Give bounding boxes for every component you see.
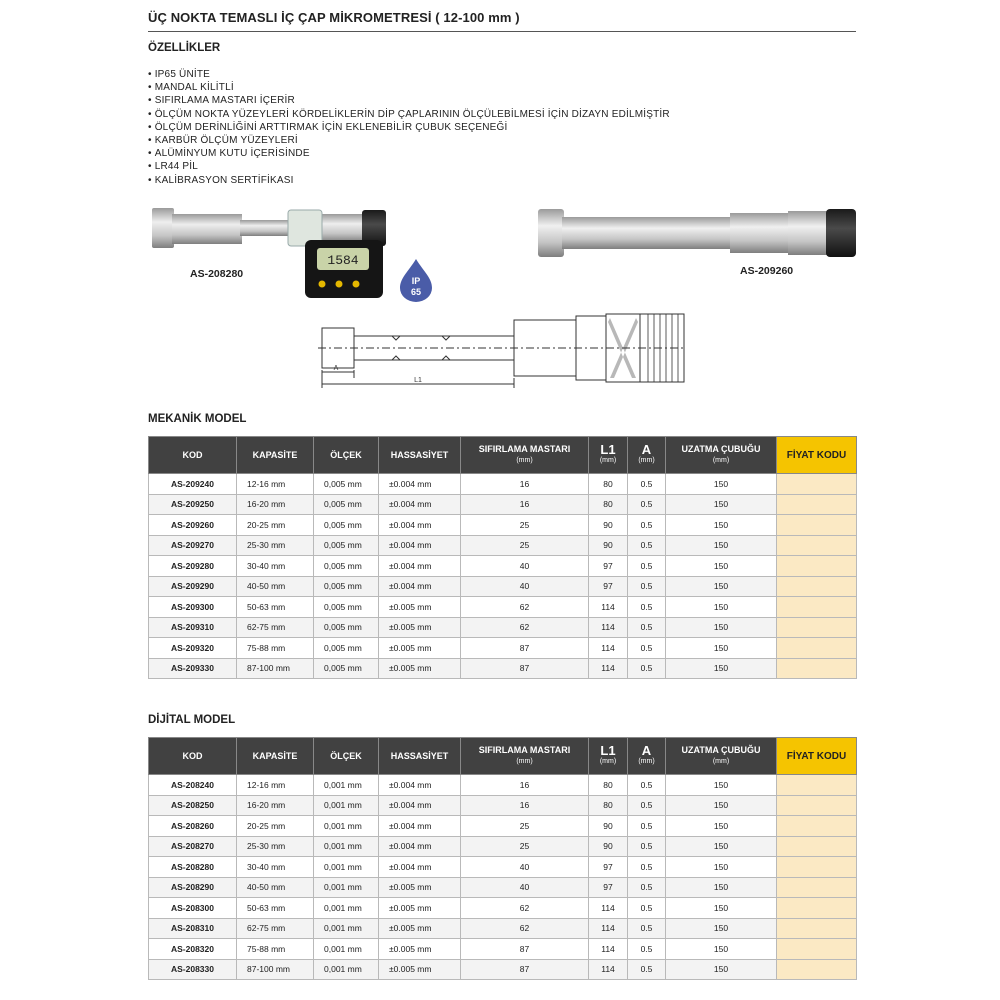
col-header-a: A (mm) [628,437,666,474]
cell-a: 0.5 [628,474,666,495]
cell-a: 0.5 [628,775,666,796]
cell-olcek: 0,005 mm [314,576,379,597]
feature-item: • IP65 ÜNİTE [148,68,670,81]
cell-uzatma: 150 [666,775,777,796]
cell-hassasiyet: ±0.005 mm [379,918,461,939]
features-list [148,68,670,187]
cell-l1: 114 [589,918,628,939]
cell-fiyat [777,898,857,919]
cell-l1: 97 [589,857,628,878]
cell-kod: AS-209320 [149,638,237,659]
cell-sifirlama: 16 [461,795,589,816]
cell-olcek: 0,005 mm [314,494,379,515]
digital-product-label: AS-208280 [190,268,244,280]
cell-olcek: 0,001 mm [314,918,379,939]
cell-uzatma: 150 [666,658,777,679]
cell-l1: 80 [589,775,628,796]
col-header-kod: KOD [149,738,237,775]
cell-olcek: 0,005 mm [314,617,379,638]
cell-fiyat [777,877,857,898]
cell-hassasiyet: ±0.004 mm [379,535,461,556]
digital-spec-table [148,737,857,980]
table-row [149,939,857,960]
cell-fiyat [777,857,857,878]
cell-sifirlama: 87 [461,959,589,980]
cell-l1: 114 [589,898,628,919]
col-header-kapasite: KAPASİTE [237,738,314,775]
cell-uzatma: 150 [666,795,777,816]
cell-sifirlama: 62 [461,617,589,638]
feature-item: • KALİBRASYON SERTİFİKASI [148,174,670,187]
cell-a: 0.5 [628,939,666,960]
cell-olcek: 0,005 mm [314,535,379,556]
digital-heading: DİJİTAL MODEL [148,714,236,726]
feature-item: • ÖLÇÜM NOKTA YÜZEYLERİ KÖRDELİKLERİN DİP ÇAPLARININ ÖLÇÜLEBİLMESİ İÇİN DİZAYN EDİLMİŞTİR [148,108,670,121]
cell-sifirlama: 62 [461,898,589,919]
drawing-label-l1: L1 [414,377,422,384]
cell-olcek: 0,001 mm [314,939,379,960]
cell-sifirlama: 16 [461,775,589,796]
cell-kapasite: 20-25 mm [237,515,314,536]
cell-olcek: 0,005 mm [314,638,379,659]
cell-olcek: 0,005 mm [314,556,379,577]
mechanical-product-label: AS-209260 [740,265,794,277]
cell-hassasiyet: ±0.004 mm [379,816,461,837]
table-row [149,795,857,816]
col-header-sifirlama: SIFIRLAMA MASTARI (mm) [461,437,589,474]
cell-kod: AS-208320 [149,939,237,960]
cell-fiyat [777,775,857,796]
col-header-hassasiyet: HASSASİYET [379,437,461,474]
cell-kapasite: 40-50 mm [237,877,314,898]
cell-kod: AS-208290 [149,877,237,898]
cell-hassasiyet: ±0.005 mm [379,597,461,618]
cell-l1: 80 [589,474,628,495]
feature-item: • LR44 PİL [148,160,670,173]
mechanical-micrometer-image [530,203,860,265]
col-header-fiyat: FİYAT KODU [777,738,857,775]
cell-l1: 97 [589,576,628,597]
cell-a: 0.5 [628,959,666,980]
cell-kod: AS-208250 [149,795,237,816]
cell-a: 0.5 [628,658,666,679]
cell-kod: AS-208310 [149,918,237,939]
cell-hassasiyet: ±0.004 mm [379,857,461,878]
cell-sifirlama: 87 [461,638,589,659]
cell-sifirlama: 16 [461,474,589,495]
cell-uzatma: 150 [666,556,777,577]
cell-kod: AS-209240 [149,474,237,495]
feature-item: • KARBÜR ÖLÇÜM YÜZEYLERİ [148,134,670,147]
cell-a: 0.5 [628,816,666,837]
cell-olcek: 0,001 mm [314,877,379,898]
cell-a: 0.5 [628,898,666,919]
cell-uzatma: 150 [666,576,777,597]
cell-sifirlama: 25 [461,515,589,536]
cell-kod: AS-209250 [149,494,237,515]
table-row [149,857,857,878]
feature-item: • ÖLÇÜM DERİNLİĞİNİ ARTTIRMAK İÇİN EKLENEBİLİR ÇUBUK SEÇENEĞİ [148,121,670,134]
table-row [149,775,857,796]
cell-fiyat [777,816,857,837]
cell-l1: 114 [589,597,628,618]
features-heading: ÖZELLİKLER [148,42,221,54]
page-title: ÜÇ NOKTA TEMASLI İÇ ÇAP MİKROMETRESİ ( 12-100 mm ) [148,10,520,25]
cell-olcek: 0,001 mm [314,775,379,796]
feature-item: • MANDAL KİLİTLİ [148,81,670,94]
cell-sifirlama: 25 [461,836,589,857]
table-row [149,494,857,515]
mechanical-spec-table [148,436,857,679]
cell-olcek: 0,005 mm [314,658,379,679]
cell-uzatma: 150 [666,857,777,878]
cell-l1: 97 [589,556,628,577]
cell-hassasiyet: ±0.004 mm [379,795,461,816]
cell-olcek: 0,001 mm [314,898,379,919]
cell-kapasite: 12-16 mm [237,474,314,495]
col-header-kapasite: KAPASİTE [237,437,314,474]
cell-a: 0.5 [628,597,666,618]
cell-kapasite: 87-100 mm [237,959,314,980]
table-row [149,898,857,919]
col-header-a: A (mm) [628,738,666,775]
cell-uzatma: 150 [666,638,777,659]
cell-uzatma: 150 [666,898,777,919]
cell-l1: 114 [589,617,628,638]
table-row [149,658,857,679]
svg-text:IP: IP [411,276,421,286]
cell-kapasite: 25-30 mm [237,535,314,556]
cell-l1: 80 [589,795,628,816]
feature-item: • SIFIRLAMA MASTARI İÇERİR [148,94,670,107]
cell-kod: AS-209290 [149,576,237,597]
cell-fiyat [777,918,857,939]
cell-hassasiyet: ±0.005 mm [379,939,461,960]
cell-uzatma: 150 [666,597,777,618]
table-row [149,556,857,577]
cell-sifirlama: 40 [461,576,589,597]
cell-l1: 114 [589,658,628,679]
table-row [149,515,857,536]
cell-fiyat [777,795,857,816]
cell-uzatma: 150 [666,918,777,939]
cell-hassasiyet: ±0.005 mm [379,877,461,898]
cell-fiyat [777,494,857,515]
cell-fiyat [777,597,857,618]
cell-l1: 90 [589,836,628,857]
digital-micrometer-image [150,200,390,302]
cell-fiyat [777,515,857,536]
cell-kod: AS-208260 [149,816,237,837]
cell-kod: AS-209310 [149,617,237,638]
cell-olcek: 0,001 mm [314,857,379,878]
cell-olcek: 0,001 mm [314,959,379,980]
col-header-l1: L1 (mm) [589,437,628,474]
col-header-olcek: ÖLÇEK [314,738,379,775]
cell-kapasite: 12-16 mm [237,775,314,796]
cell-kod: AS-208330 [149,959,237,980]
cell-hassasiyet: ±0.004 mm [379,494,461,515]
cell-hassasiyet: ±0.004 mm [379,775,461,796]
cell-a: 0.5 [628,918,666,939]
cell-fiyat [777,474,857,495]
col-header-kod: KOD [149,437,237,474]
digital-table-body [149,775,857,980]
col-header-uzatma: UZATMA ÇUBUĞU (mm) [666,437,777,474]
cell-l1: 114 [589,638,628,659]
cell-fiyat [777,556,857,577]
cell-hassasiyet: ±0.005 mm [379,638,461,659]
cell-a: 0.5 [628,556,666,577]
cell-uzatma: 150 [666,816,777,837]
cell-hassasiyet: ±0.005 mm [379,658,461,679]
cell-olcek: 0,005 mm [314,474,379,495]
cell-sifirlama: 25 [461,535,589,556]
cell-olcek: 0,005 mm [314,515,379,536]
cell-hassasiyet: ±0.005 mm [379,617,461,638]
cell-uzatma: 150 [666,836,777,857]
cell-fiyat [777,576,857,597]
title-divider [148,31,856,32]
svg-text:65: 65 [410,287,422,297]
technical-drawing [318,312,688,394]
table-row [149,836,857,857]
cell-a: 0.5 [628,836,666,857]
cell-hassasiyet: ±0.005 mm [379,959,461,980]
cell-uzatma: 150 [666,959,777,980]
col-header-olcek: ÖLÇEK [314,437,379,474]
cell-l1: 114 [589,939,628,960]
cell-hassasiyet: ±0.004 mm [379,576,461,597]
table-row [149,617,857,638]
cell-hassasiyet: ±0.004 mm [379,556,461,577]
cell-kapasite: 87-100 mm [237,658,314,679]
cell-kod: AS-209260 [149,515,237,536]
cell-sifirlama: 87 [461,939,589,960]
cell-kapasite: 50-63 mm [237,898,314,919]
cell-sifirlama: 62 [461,597,589,618]
cell-kod: AS-208240 [149,775,237,796]
col-header-fiyat: FİYAT KODU [777,437,857,474]
cell-a: 0.5 [628,795,666,816]
cell-kapasite: 75-88 mm [237,939,314,960]
cell-kapasite: 30-40 mm [237,556,314,577]
cell-kapasite: 16-20 mm [237,795,314,816]
table-row [149,918,857,939]
cell-kapasite: 16-20 mm [237,494,314,515]
cell-kod: AS-209300 [149,597,237,618]
cell-hassasiyet: ±0.005 mm [379,898,461,919]
table-row [149,474,857,495]
col-header-hassasiyet: HASSASİYET [379,738,461,775]
col-header-uzatma: UZATMA ÇUBUĞU (mm) [666,738,777,775]
cell-hassasiyet: ±0.004 mm [379,515,461,536]
ip65-badge-icon [398,258,434,302]
cell-kod: AS-209330 [149,658,237,679]
col-header-l1: L1 (mm) [589,738,628,775]
cell-fiyat [777,638,857,659]
cell-uzatma: 150 [666,877,777,898]
table-row [149,535,857,556]
cell-kod: AS-209270 [149,535,237,556]
cell-kod: AS-208300 [149,898,237,919]
cell-a: 0.5 [628,576,666,597]
cell-uzatma: 150 [666,617,777,638]
cell-l1: 80 [589,494,628,515]
cell-kapasite: 62-75 mm [237,617,314,638]
cell-uzatma: 150 [666,939,777,960]
cell-uzatma: 150 [666,515,777,536]
cell-kapasite: 25-30 mm [237,836,314,857]
cell-kapasite: 30-40 mm [237,857,314,878]
cell-a: 0.5 [628,617,666,638]
cell-kod: AS-208280 [149,857,237,878]
cell-hassasiyet: ±0.004 mm [379,836,461,857]
cell-l1: 114 [589,959,628,980]
cell-kapasite: 50-63 mm [237,597,314,618]
cell-a: 0.5 [628,535,666,556]
cell-fiyat [777,535,857,556]
cell-olcek: 0,001 mm [314,816,379,837]
cell-uzatma: 150 [666,494,777,515]
table-row [149,576,857,597]
cell-l1: 90 [589,535,628,556]
cell-a: 0.5 [628,494,666,515]
cell-hassasiyet: ±0.004 mm [379,474,461,495]
cell-olcek: 0,001 mm [314,795,379,816]
cell-sifirlama: 40 [461,857,589,878]
cell-kapasite: 20-25 mm [237,816,314,837]
cell-kapasite: 40-50 mm [237,576,314,597]
cell-l1: 90 [589,816,628,837]
cell-a: 0.5 [628,638,666,659]
display-readout: 1584 [327,253,359,268]
table-row [149,638,857,659]
cell-sifirlama: 16 [461,494,589,515]
cell-fiyat [777,617,857,638]
cell-kapasite: 75-88 mm [237,638,314,659]
cell-sifirlama: 40 [461,556,589,577]
cell-sifirlama: 62 [461,918,589,939]
cell-fiyat [777,658,857,679]
cell-olcek: 0,005 mm [314,597,379,618]
table-row [149,597,857,618]
table-row [149,959,857,980]
cell-sifirlama: 87 [461,658,589,679]
cell-a: 0.5 [628,877,666,898]
cell-fiyat [777,959,857,980]
mechanical-table-body [149,474,857,679]
table-row [149,877,857,898]
cell-l1: 90 [589,515,628,536]
cell-sifirlama: 40 [461,877,589,898]
cell-fiyat [777,836,857,857]
table-row [149,816,857,837]
cell-uzatma: 150 [666,474,777,495]
cell-fiyat [777,939,857,960]
drawing-label-a: A [333,365,339,372]
col-header-sifirlama: SIFIRLAMA MASTARI (mm) [461,738,589,775]
cell-uzatma: 150 [666,535,777,556]
cell-l1: 97 [589,877,628,898]
cell-kapasite: 62-75 mm [237,918,314,939]
feature-item: • ALÜMİNYUM KUTU İÇERİSİNDE [148,147,670,160]
cell-kod: AS-208270 [149,836,237,857]
mechanical-heading: MEKANİK MODEL [148,413,247,425]
cell-a: 0.5 [628,857,666,878]
cell-a: 0.5 [628,515,666,536]
cell-kod: AS-209280 [149,556,237,577]
cell-sifirlama: 25 [461,816,589,837]
cell-olcek: 0,001 mm [314,836,379,857]
